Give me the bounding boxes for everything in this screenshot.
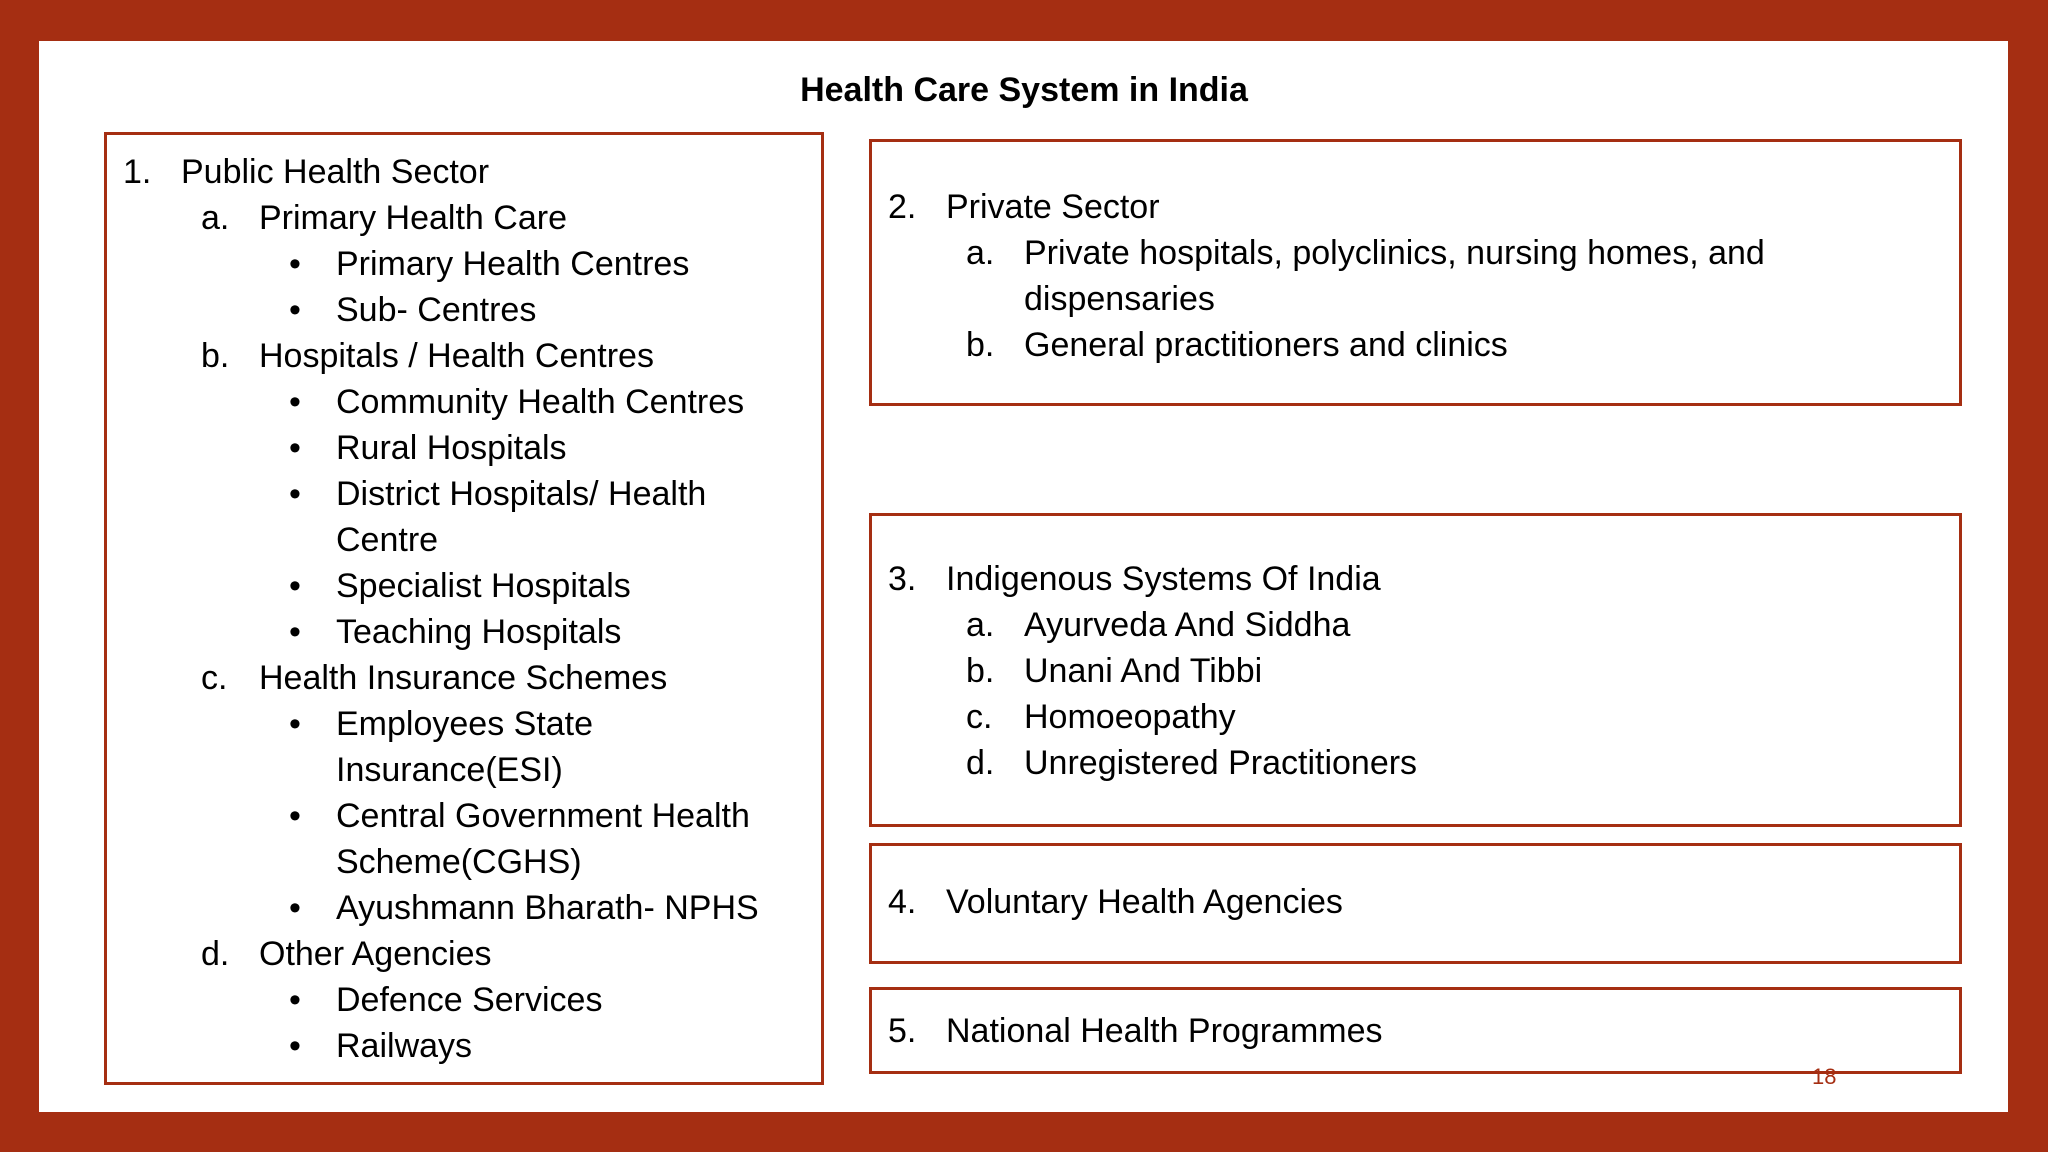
bullet-icon: • (289, 889, 301, 927)
list-number: 2. (888, 188, 917, 226)
list-item: • Community Health Centres (123, 379, 821, 425)
primary-health-care-item: a. Primary Health Care (123, 195, 821, 241)
indigenous-systems-heading: 3. Indigenous Systems Of India (888, 556, 1959, 602)
list-letter: c. (201, 659, 228, 697)
list-letter: d. (966, 744, 995, 782)
list-letter: b. (966, 652, 995, 690)
voluntary-health-agencies-box (869, 843, 1962, 964)
page-number: 18 (1812, 1064, 1837, 1089)
list-item: • Specialist Hospitals (123, 563, 821, 609)
list-item: • Rural Hospitals (123, 425, 821, 471)
list-item: • Primary Health Centres (123, 241, 821, 287)
list-item: c. Homoeopathy (888, 694, 1959, 740)
health-insurance-schemes-item: c. Health Insurance Schemes (123, 655, 821, 701)
list-number: 1. (123, 153, 152, 191)
list-item-continuation: dispensaries (1024, 280, 1215, 318)
bullet-icon: • (289, 797, 301, 835)
list-letter: a. (201, 199, 230, 237)
voluntary-health-agencies-heading: 4. Voluntary Health Agencies (888, 879, 1959, 925)
bullet-icon: • (289, 705, 301, 743)
list-item: b. General practitioners and clinics (888, 322, 1959, 368)
bullet-icon: • (289, 291, 301, 329)
private-sector-heading: 2. Private Sector (888, 184, 1959, 230)
list-number: 4. (888, 883, 917, 921)
private-sector-box (869, 139, 1962, 406)
list-item: • Ayushmann Bharath- NPHS (123, 885, 821, 931)
bullet-icon: • (289, 613, 301, 651)
list-item: a. Ayurveda And Siddha (888, 602, 1959, 648)
other-agencies-item: d. Other Agencies (123, 931, 821, 977)
list-item: • Railways (123, 1023, 821, 1069)
list-letter: a. (966, 606, 995, 644)
public-health-sector-box (104, 132, 824, 1085)
national-health-programmes-box (869, 987, 1962, 1074)
list-item: • Sub- Centres (123, 287, 821, 333)
list-item-continuation: Centre (336, 521, 439, 559)
bullet-icon: • (289, 1027, 301, 1065)
list-item: d. Unregistered Practitioners (888, 740, 1959, 786)
bullet-icon: • (289, 981, 301, 1019)
list-letter: a. (966, 234, 995, 272)
list-item-continuation: Insurance(ESI) (336, 751, 563, 789)
list-item: a. Private hospitals, polyclinics, nursing homes, and (888, 230, 1959, 276)
hospitals-health-centres-item: b. Hospitals / Health Centres (123, 333, 821, 379)
bullet-icon: • (289, 245, 301, 283)
list-number: 5. (888, 1012, 917, 1050)
list-item-continuation: Scheme(CGHS) (336, 843, 582, 881)
indigenous-systems-box (869, 513, 1962, 827)
list-item: b. Unani And Tibbi (888, 648, 1959, 694)
bullet-icon: • (289, 383, 301, 421)
list-letter: d. (201, 935, 230, 973)
list-letter: b. (201, 337, 230, 375)
list-letter: c. (966, 698, 993, 736)
national-health-programmes-heading: 5. National Health Programmes (888, 1008, 1959, 1054)
bullet-icon: • (289, 429, 301, 467)
list-item: • Defence Services (123, 977, 821, 1023)
slide-title: Health Care System in India (800, 71, 1248, 109)
list-number: 3. (888, 560, 917, 598)
bullet-icon: • (289, 475, 301, 513)
public-health-sector-heading: 1. Public Health Sector (123, 149, 821, 195)
bullet-icon: • (289, 567, 301, 605)
list-item: • Employees State (123, 701, 821, 747)
list-item: • Central Government Health (123, 793, 821, 839)
list-letter: b. (966, 326, 995, 364)
list-item: • District Hospitals/ Health (123, 471, 821, 517)
list-item: • Teaching Hospitals (123, 609, 821, 655)
